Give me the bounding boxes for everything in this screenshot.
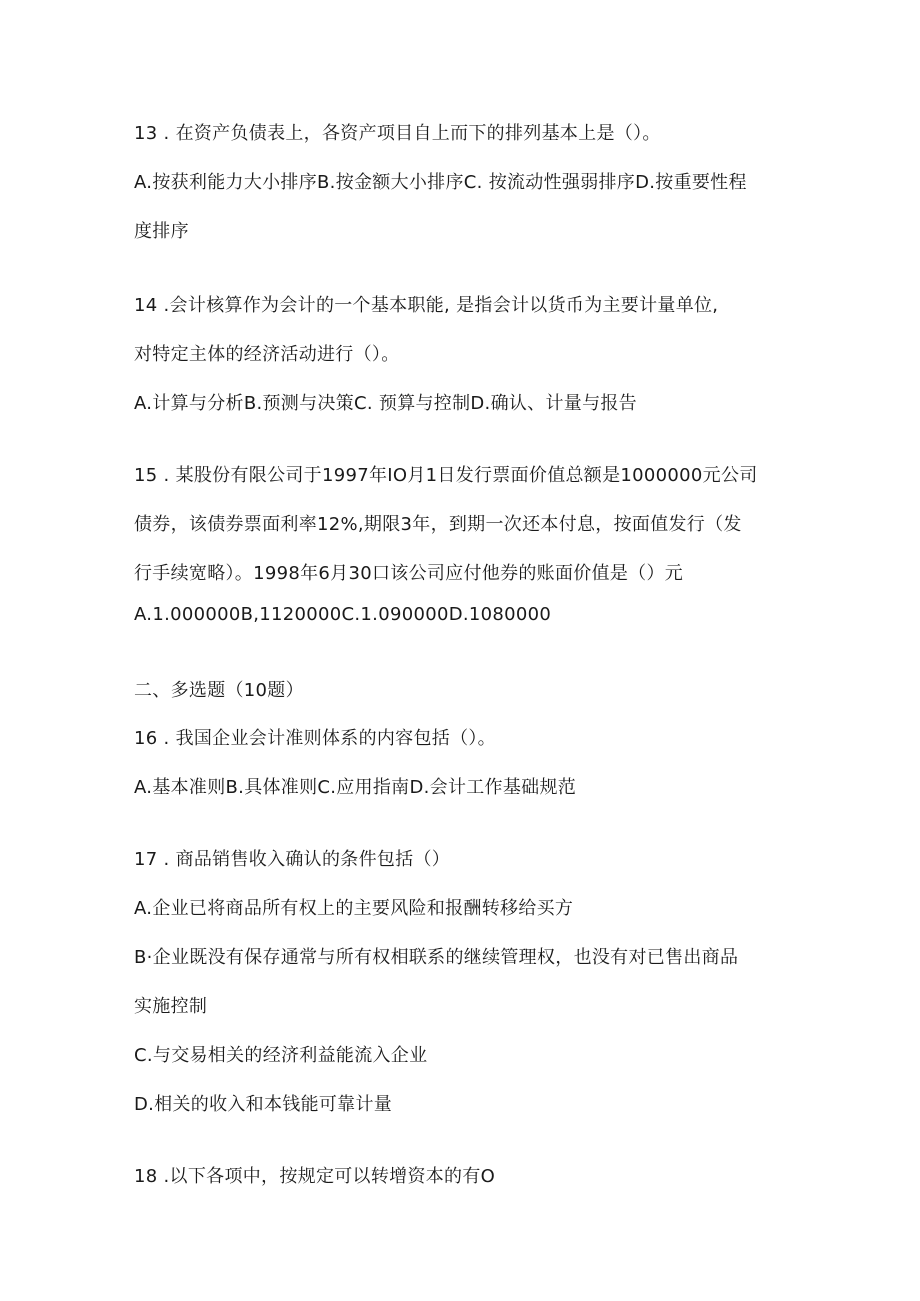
q13-options-line2: 度排序 — [134, 221, 189, 242]
section2-heading: 二、多选题（10题） — [134, 680, 304, 701]
q16-options: A.基本准则B.具体准则C.应用指南D.会计工作基础规范 — [134, 777, 577, 798]
q17-option-b-line2: 实施控制 — [134, 996, 208, 1017]
q17-option-a: A.企业已将商品所有权上的主要风险和报酬转移给买方 — [134, 898, 574, 919]
q14-stem-line2: 对特定主体的经济活动进行（）。 — [134, 344, 400, 365]
q14-stem-line1: 14 .会计核算作为会计的一个基本职能, 是指会计以货币为主要计量单位, — [134, 295, 719, 316]
q15-stem-line3: 行手续宽略）。1998年6月30口该公司应付他券的账面价值是（）元 — [134, 563, 684, 584]
q15-stem-line1: 15 . 某股份有限公司于1997年IO月1日发行票面价值总额是1000000元公司 — [134, 465, 758, 486]
q17-option-d: D.相关的收入和本钱能可靠计量 — [134, 1094, 393, 1115]
q15-options: A.1.000000B,1120000C.1.090000D.1080000 — [134, 604, 552, 625]
q16-stem: 16 . 我国企业会计准则体系的内容包括（）。 — [134, 728, 496, 749]
q17-stem: 17 . 商品销售收入确认的条件包括（） — [134, 849, 451, 870]
q17-option-b-line1: B·企业既没有保存通常与所有权相联系的继续管理权，也没有对已售出商品 — [134, 947, 739, 968]
q13-stem: 13 . 在资产负债表上，各资产项目自上而下的排列基本上是（）。 — [134, 123, 661, 144]
q15-stem-line2: 债券，该债券票面利率12%,期限3年，到期一次还本付息，按面值发行（发 — [134, 514, 742, 535]
q13-options-line1: A.按获利能力大小排序B.按金额大小排序C. 按流动性强弱排序D.按重要性程 — [134, 172, 747, 193]
q18-stem: 18 .以下各项中，按规定可以转增资本的有O — [134, 1166, 496, 1187]
q17-option-c: C.与交易相关的经济利益能流入企业 — [134, 1045, 428, 1066]
q14-options: A.计算与分析B.预测与决策C. 预算与控制D.确认、计量与报告 — [134, 393, 637, 414]
